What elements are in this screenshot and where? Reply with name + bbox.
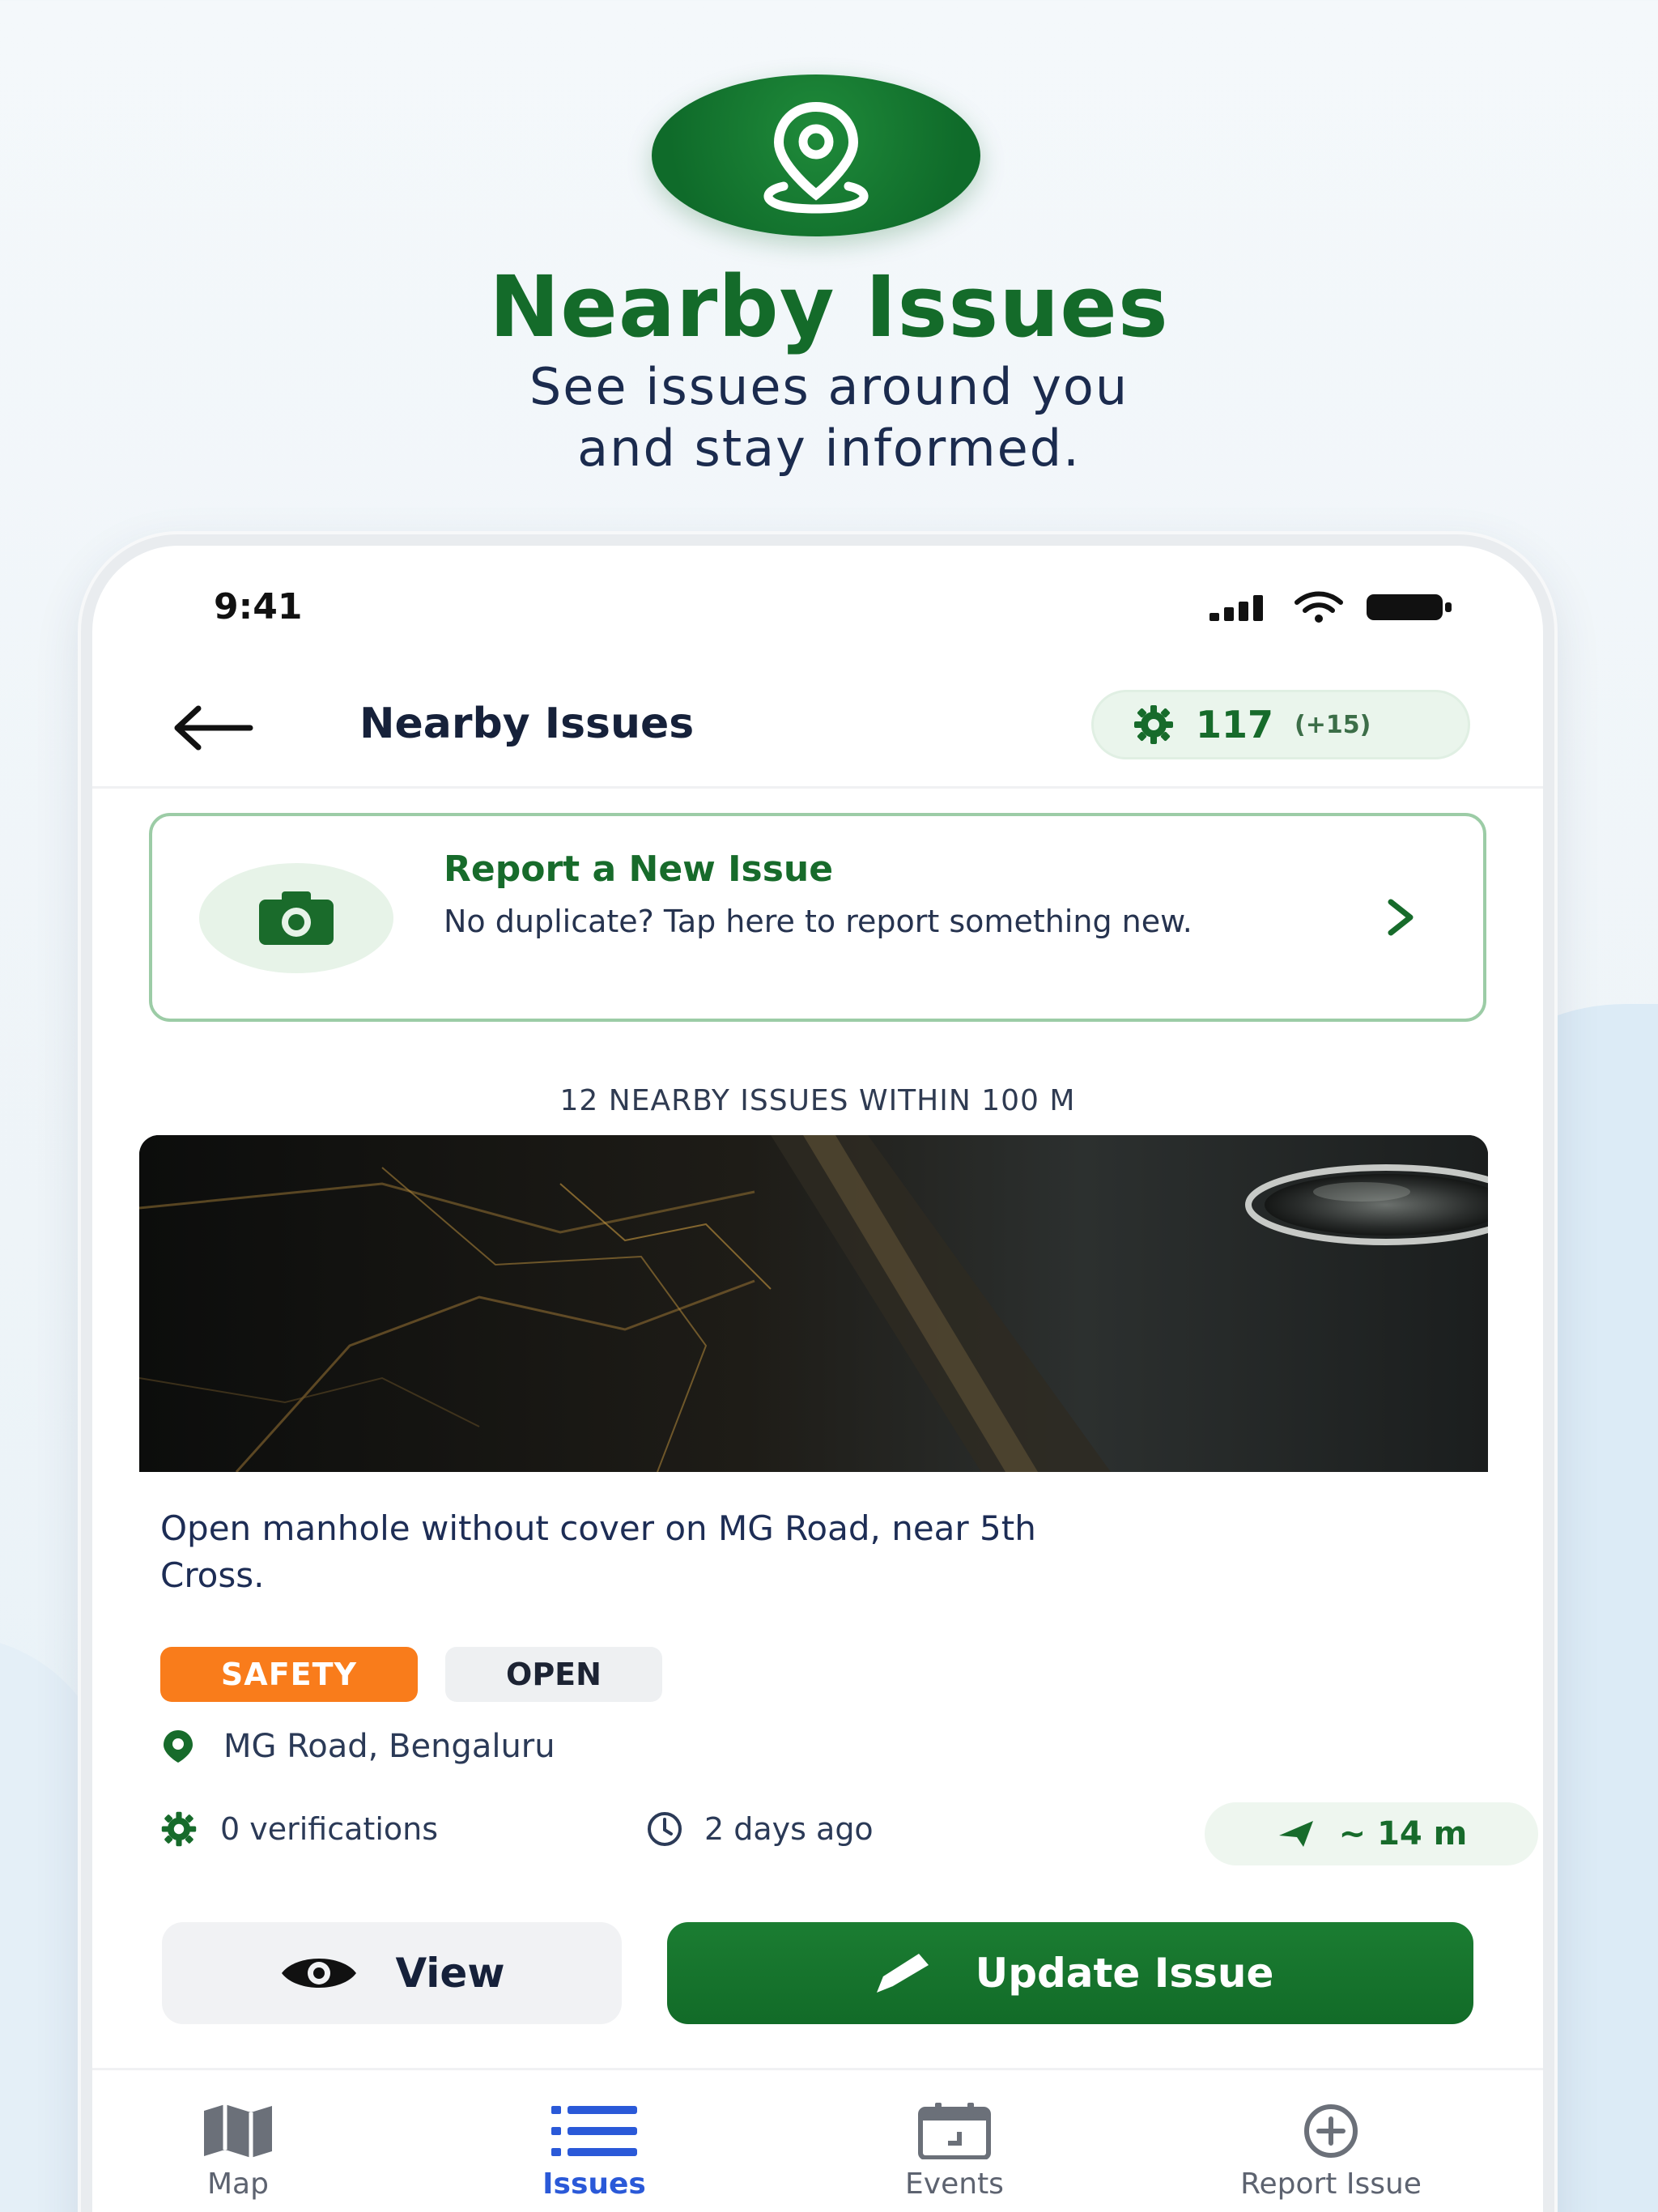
calendar-icon (916, 2103, 993, 2159)
location-pin-icon (160, 1729, 196, 1764)
camera-icon-container (199, 863, 393, 973)
view-button-label: View (395, 1950, 505, 1997)
points-badge[interactable] (1091, 690, 1470, 759)
hero-subtitle (0, 356, 1658, 479)
navigation-arrow-icon (1276, 1818, 1318, 1850)
battery-icon (1365, 591, 1454, 623)
plus-circle-icon (1300, 2103, 1362, 2159)
points-value: 117 (1196, 703, 1274, 747)
camera-icon (257, 890, 335, 946)
tab-events-label: Events (905, 2167, 1004, 2201)
tab-bar (92, 2068, 1543, 2212)
time-ago (646, 1810, 874, 1848)
status-icons (1208, 591, 1454, 623)
tab-issues-label: Issues (542, 2167, 646, 2201)
location-text: MG Road, Bengaluru (223, 1728, 555, 1765)
arrow-left-icon (169, 704, 255, 752)
tab-map[interactable] (108, 2103, 368, 2201)
report-title: Report a New Issue (444, 849, 834, 890)
update-button-label: Update Issue (975, 1950, 1274, 1997)
tab-events[interactable] (825, 2103, 1084, 2201)
view-button[interactable] (162, 1922, 622, 2024)
location-row (160, 1728, 555, 1765)
signal-icon (1208, 593, 1273, 621)
hero-title: Nearby Issues (489, 257, 1169, 356)
badge-gear-icon (1133, 704, 1175, 746)
pencil-icon (867, 1949, 940, 1997)
tab-report-issue-label: Report Issue (1240, 2167, 1422, 2201)
report-description: No duplicate? Tap here to report something new. (444, 904, 1192, 939)
tab-issues[interactable] (465, 2103, 724, 2201)
update-issue-button[interactable] (667, 1922, 1473, 2024)
issue-photo[interactable] (139, 1135, 1488, 1472)
meta-row (160, 1802, 1496, 1867)
tab-map-label: Map (207, 2167, 269, 2201)
nearby-summary: 12 NEARBY ISSUES WITHIN 100 M (559, 1084, 1076, 1117)
nav-bar (92, 667, 1543, 789)
list-icon (550, 2103, 639, 2159)
distance-text: ~ 14 m (1338, 1815, 1468, 1853)
tab-report-issue[interactable] (1201, 2103, 1460, 2201)
status-badge: OPEN (445, 1647, 662, 1702)
report-new-issue-card[interactable] (149, 813, 1486, 1022)
issue-description: Open manhole without cover on MG Road, near 5th Cross. (160, 1508, 1036, 1595)
distance-badge (1205, 1802, 1538, 1865)
category-badge: SAFETY (160, 1647, 418, 1702)
verifications (160, 1810, 438, 1848)
verification-gear-icon (160, 1810, 198, 1848)
time-ago-text: 2 days ago (704, 1811, 874, 1847)
hero-map-pin-icon (652, 74, 980, 236)
verifications-text: 0 verifications (220, 1811, 439, 1847)
wifi-icon (1294, 591, 1344, 623)
chevron-right-icon (1383, 897, 1418, 941)
back-button[interactable] (169, 700, 258, 756)
page-title: Nearby Issues (359, 700, 695, 748)
status-time: 9:41 (214, 586, 303, 627)
hero-subtitle-line2: and stay informed. (577, 419, 1081, 478)
hero-subtitle-line1: See issues around you (529, 357, 1129, 416)
clock-icon (646, 1810, 683, 1848)
points-delta: (+15) (1295, 710, 1371, 739)
map-icon (199, 2103, 277, 2159)
phone-frame (81, 534, 1554, 2212)
eye-icon (278, 1950, 359, 1996)
